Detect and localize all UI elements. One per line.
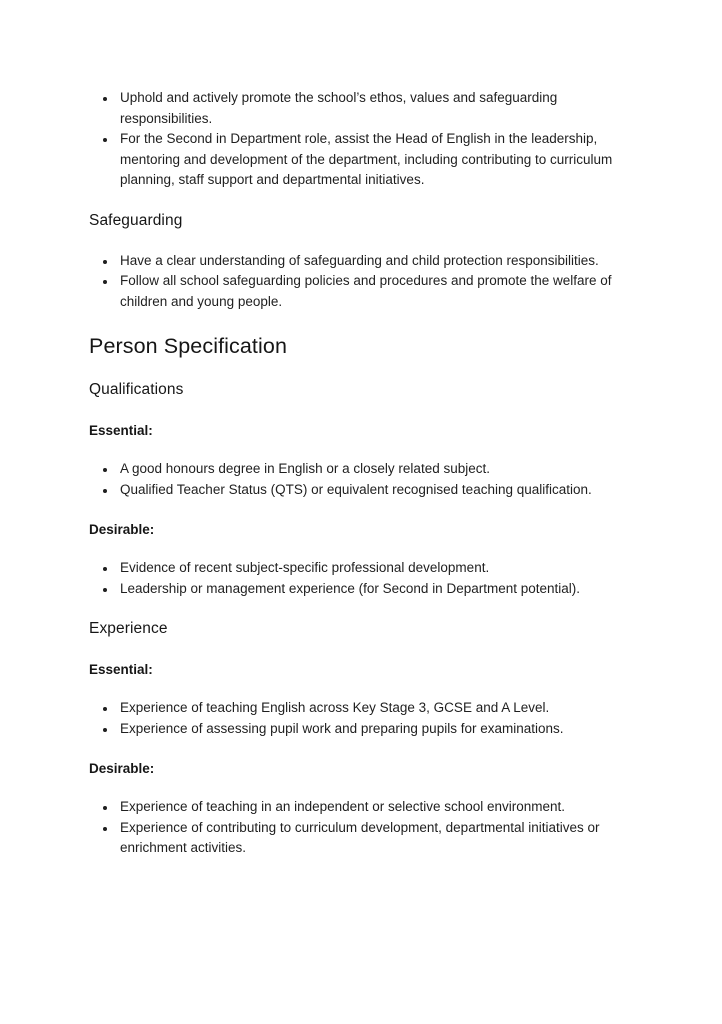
experience-essential-label: Essential: — [89, 662, 153, 677]
section-heading-experience: Experience — [89, 620, 168, 637]
list-item: • For the Second in Department role, assist the Head of English in the leadership, mentoring and development of the department, including contributing to curriculum planning, staff support and departmental initiatives. — [117, 129, 613, 191]
list-item: • Experience of teaching in an independent or selective school environment. — [117, 797, 613, 818]
qualifications-essential-label: Essential: — [89, 423, 153, 438]
qualifications-desirable-list — [89, 558, 613, 599]
person-specification-title: Person Specification — [89, 334, 287, 358]
list-item: • A good honours degree in English or a closely related subject. — [117, 459, 613, 480]
list-item: • Uphold and actively promote the school’s ethos, values and safeguarding responsibilities. — [117, 88, 613, 129]
safeguarding-bullet-list — [89, 251, 613, 313]
list-item: • Have a clear understanding of safeguarding and child protection responsibilities. — [117, 251, 613, 272]
qualifications-desirable-label: Desirable: — [89, 522, 155, 537]
qualifications-essential-list — [89, 459, 613, 500]
section-heading-safeguarding: Safeguarding — [89, 211, 183, 229]
list-item: • Evidence of recent subject-specific professional development. — [117, 558, 613, 579]
experience-desirable-list — [89, 797, 613, 859]
list-item: • Experience of assessing pupil work and preparing pupils for examinations. — [117, 719, 613, 740]
experience-desirable-label: Desirable: — [89, 761, 155, 776]
experience-essential-list — [89, 698, 613, 739]
list-item: • Leadership or management experience (for Second in Department potential). — [117, 579, 613, 600]
list-item: • Experience of contributing to curriculum development, departmental initiatives or enrichment activities. — [117, 818, 613, 859]
list-item: • Qualified Teacher Status (QTS) or equivalent recognised teaching qualification. — [117, 480, 613, 501]
section-heading-qualifications: Qualifications — [89, 381, 184, 398]
list-item: • Experience of teaching English across Key Stage 3, GCSE and A Level. — [117, 698, 613, 719]
list-item: • Follow all school safeguarding policies and procedures and promote the welfare of children and young people. — [117, 271, 613, 312]
intro-bullet-list — [89, 88, 613, 191]
